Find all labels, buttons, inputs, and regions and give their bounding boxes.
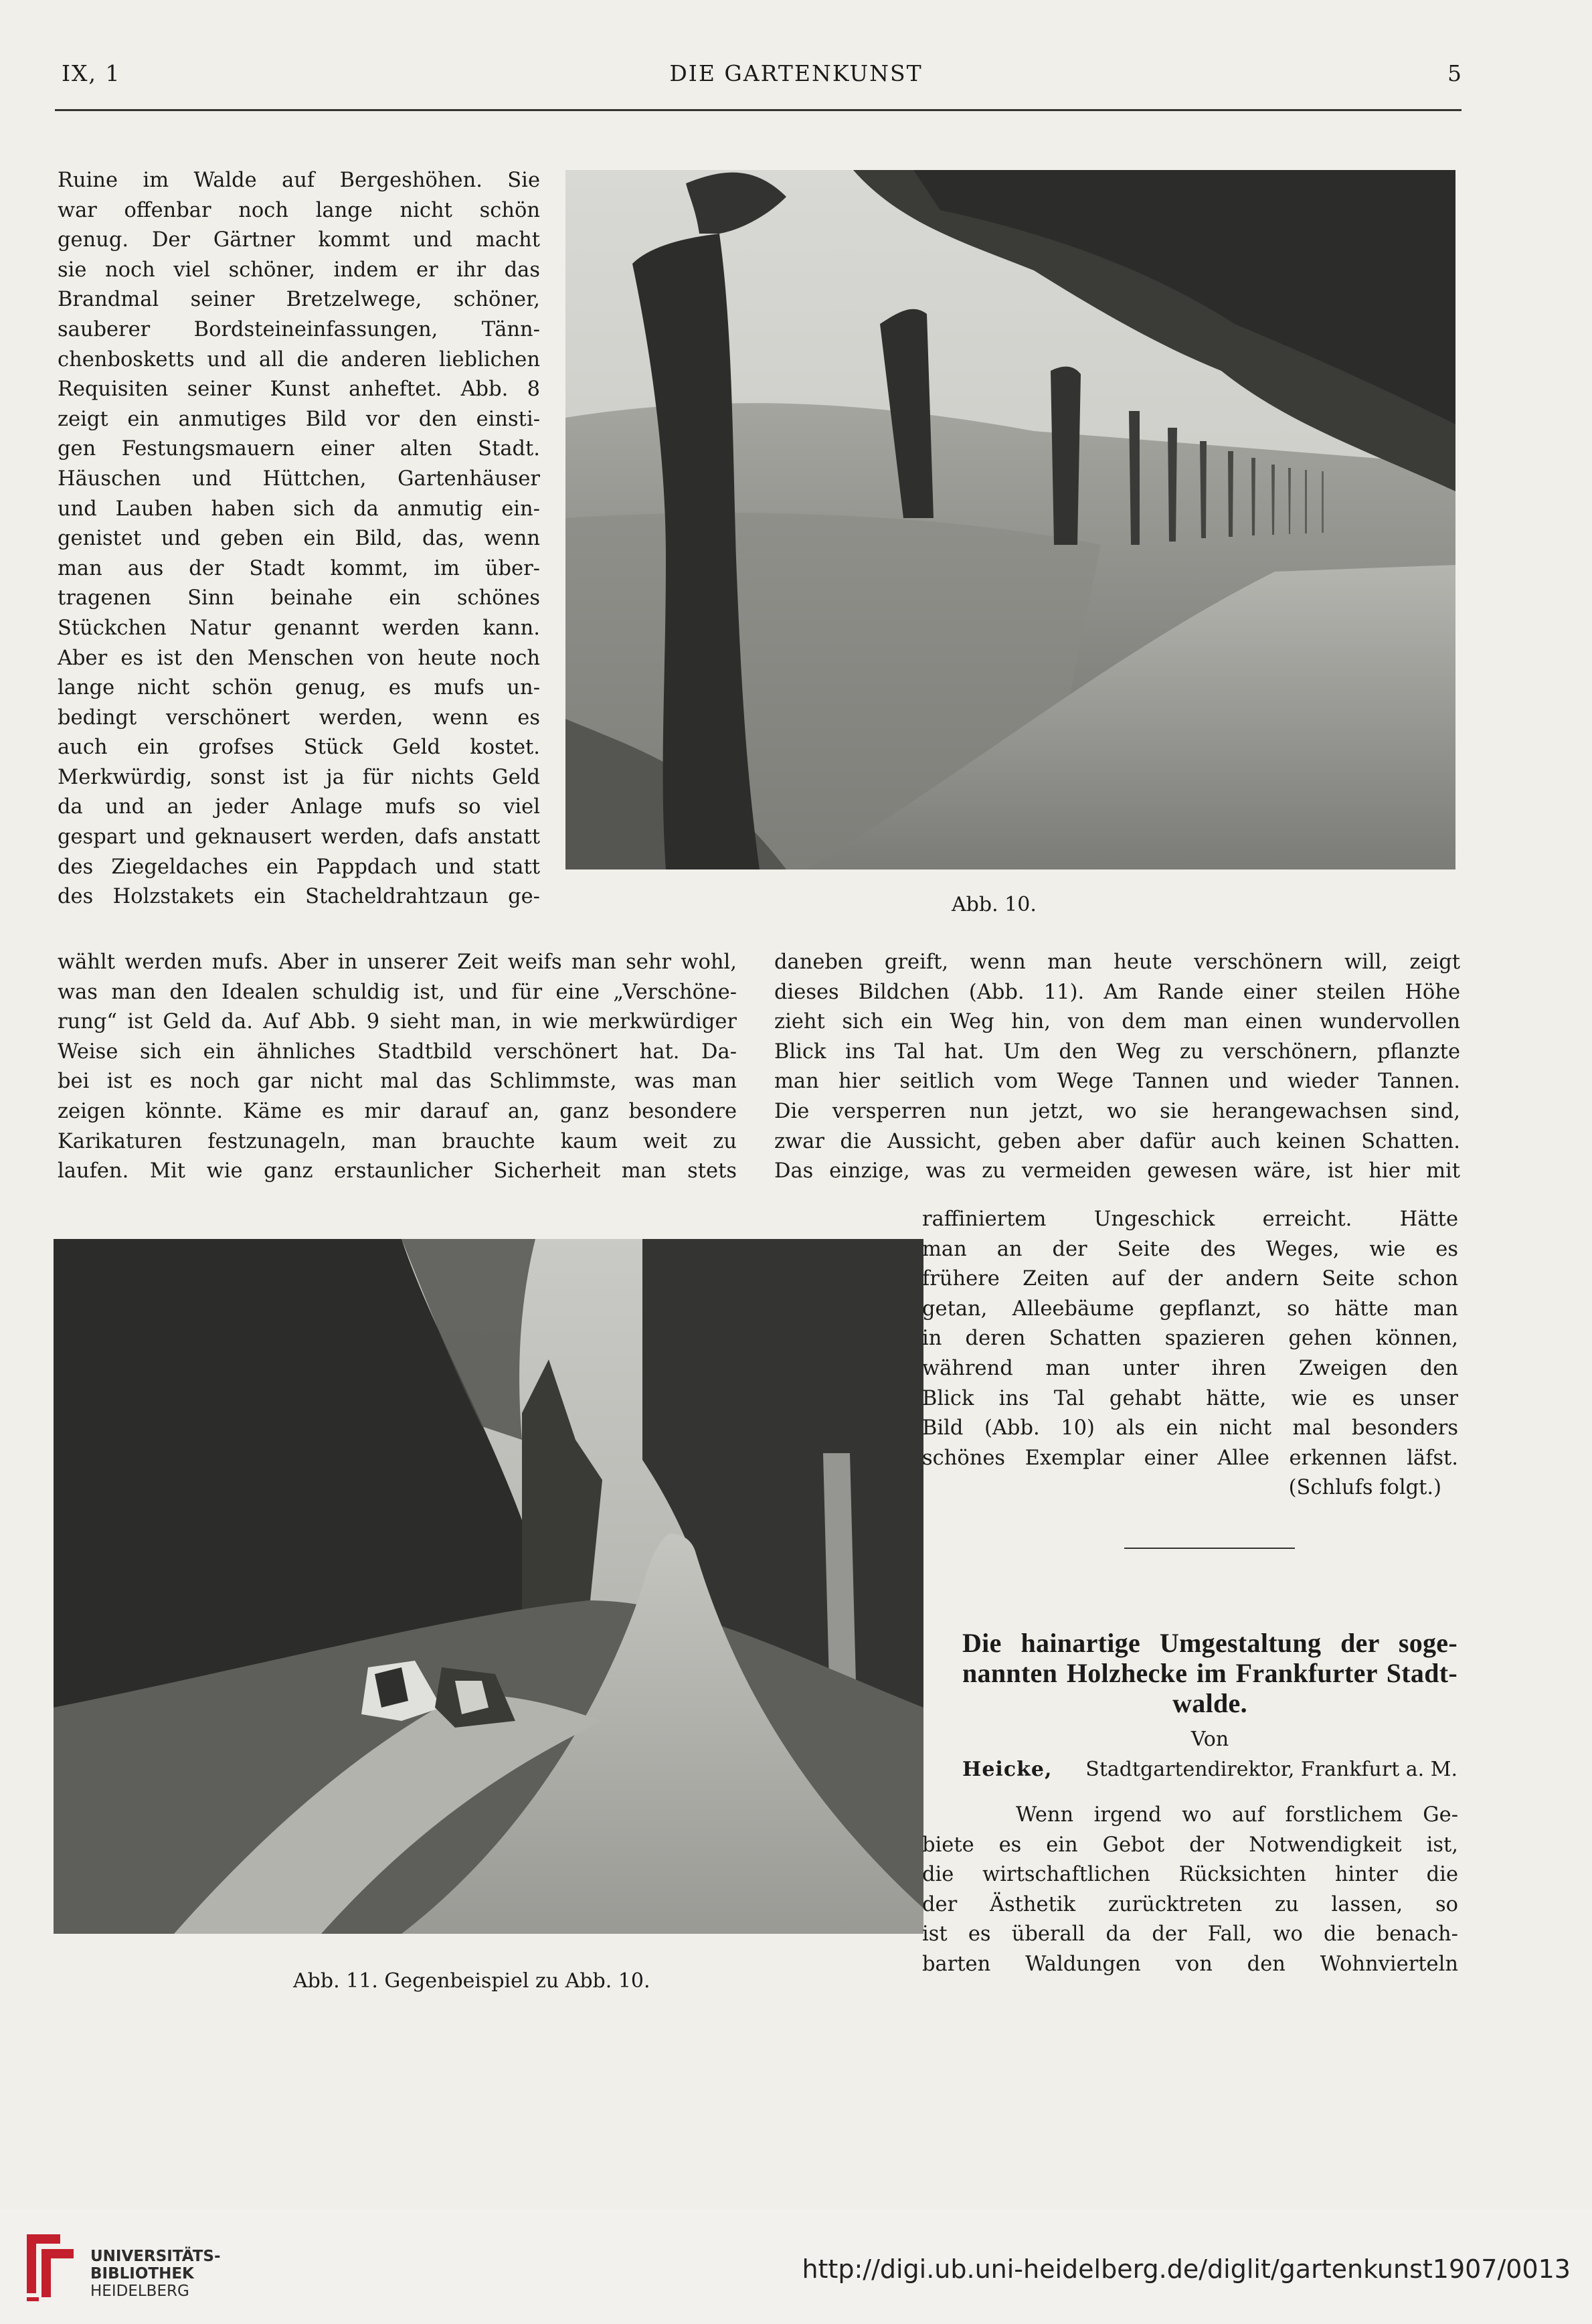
text-line: lange nicht schön genug, es mufs un- <box>58 676 540 700</box>
byline-von: Von <box>1190 1728 1229 1751</box>
text-line: Requisiten seiner Kunst anheftet. Abb. 8 <box>58 378 540 402</box>
text-line: Karikaturen festzunageln, man brauchte kaum weit zu <box>58 1129 737 1153</box>
library-name-line: UNIVERSITÄTS- <box>90 2248 221 2265</box>
text-line: der Ästhetik zurücktreten zu lassen, so <box>922 1892 1458 1916</box>
text-line: des Ziegeldaches ein Pappdach und statt <box>58 855 540 879</box>
text-line: ist es überall da der Fall, wo die benach- <box>922 1922 1458 1946</box>
text-line: man an der Seite des Weges, wie es <box>922 1237 1458 1261</box>
text-line: frühere Zeiten auf der andern Seite schon <box>922 1267 1458 1291</box>
text-line: Das einzige, was zu vermeiden gewesen wäre, ist hier mit <box>774 1159 1460 1183</box>
author-role: Stadtgartendirektor, Frankfurt a. M. <box>1085 1758 1457 1781</box>
text-line: tragenen Sinn beinahe ein schönes <box>58 586 540 610</box>
left-bottom-text <box>58 948 737 1187</box>
text-line: Aber es ist den Menschen von heute noch <box>58 646 540 670</box>
right-top-text <box>774 948 1460 1187</box>
text-line: Weise sich ein ähnliches Stadtbild verschönert hat. Da- <box>58 1040 737 1064</box>
continued-note: (Schlufs folgt.) <box>1288 1476 1441 1500</box>
text-line: Brandmal seiner Bretzelwege, schöner, <box>58 288 540 312</box>
left-column-text <box>58 166 540 912</box>
text-line: gespart und geknausert werden, dafs anstatt <box>58 825 540 849</box>
figure-11-photo <box>54 1239 923 1934</box>
text-line: chenbosketts und all die anderen lieblichen <box>58 347 540 371</box>
text-line: Ruine im Walde auf Bergeshöhen. Sie <box>58 169 540 192</box>
figure-11-caption: Abb. 11. Gegenbeispiel zu Abb. 10. <box>293 1969 650 1993</box>
text-line: Merkwürdig, sonst ist ja für nichts Geld <box>58 765 540 789</box>
text-line: schönes Exemplar einer Allee erkennen läfst. <box>922 1446 1458 1470</box>
text-line: getan, Alleebäume gepflanzt, so hätte man <box>922 1297 1458 1321</box>
library-name-line: BIBLIOTHEK <box>90 2265 194 2282</box>
text-line: Bild (Abb. 10) als ein nicht mal besonders <box>922 1416 1458 1440</box>
text-line: war offenbar noch lange nicht schön <box>58 198 540 222</box>
text-line: da und an jeder Anlage mufs so viel <box>58 795 540 819</box>
text-line: wählt werden mufs. Aber in unserer Zeit weifs man sehr wohl, <box>58 950 737 974</box>
text-line: auch ein grofses Stück Geld kostet. <box>58 736 540 760</box>
text-line: Wenn irgend wo auf forstlichem Ge- <box>1016 1803 1458 1827</box>
figure-10-caption: Abb. 10. <box>952 893 1037 916</box>
text-line: Blick ins Tal hat. Um den Weg zu verschönern, pflanzte <box>774 1040 1460 1064</box>
text-line: und Lauben haben sich da anmutig ein- <box>58 497 540 521</box>
text-line: barten Waldungen von den Wohnvierteln <box>922 1952 1458 1976</box>
running-head-volume: IX, 1 <box>62 60 121 86</box>
text-line: zwar die Aussicht, geben aber dafür auch keinen Schatten. <box>774 1129 1460 1153</box>
article-title <box>962 1628 1457 1718</box>
figure-10-photo <box>565 170 1455 869</box>
text-line: daneben greift, wenn man heute verschönern will, zeigt <box>774 950 1460 974</box>
text-line: bedingt verschönert werden, wenn es <box>58 706 540 730</box>
library-name-line: HEIDELBERG <box>90 2282 189 2300</box>
text-line: rung“ ist Geld da. Auf Abb. 9 sieht man, in wie merkwürdiger <box>58 1010 737 1034</box>
text-line: genug. Der Gärtner kommt und macht <box>58 228 540 252</box>
text-line: raffiniertem Ungeschick erreicht. Hätte <box>922 1208 1458 1231</box>
text-line: biete es ein Gebot der Notwendigkeit ist, <box>922 1833 1458 1857</box>
text-line: bei ist es noch gar nicht mal das Schlimmste, was man <box>58 1070 737 1094</box>
article-body <box>922 1801 1458 1980</box>
forest-path-image <box>54 1239 923 1934</box>
text-line: zieht sich ein Weg hin, von dem man einen wundervollen <box>774 1010 1460 1034</box>
section-divider <box>1124 1548 1295 1549</box>
author-name: Heicke, <box>962 1758 1053 1781</box>
title-line: nannten Holzhecke im Frankfurter Stadt- <box>962 1658 1457 1688</box>
text-line: zeigen könnte. Käme es mir darauf an, ganz besondere <box>58 1099 737 1123</box>
source-url-link[interactable]: http://digi.ub.uni-heidelberg.de/diglit/gartenkunst1907/0013 <box>802 2254 1571 2284</box>
text-line: während man unter ihren Zweigen den <box>922 1356 1458 1380</box>
text-line: Häuschen und Hüttchen, Gartenhäuser <box>58 467 540 491</box>
text-line: in deren Schatten spazieren gehen können, <box>922 1327 1458 1351</box>
text-line: sie noch viel schöner, indem er ihr das <box>58 258 540 282</box>
tree-avenue-image <box>565 170 1455 869</box>
text-line: Blick ins Tal gehabt hätte, wie es unser <box>922 1386 1458 1410</box>
text-line: gen Festungsmauern einer alten Stadt. <box>58 437 540 461</box>
text-line: laufen. Mit wie ganz erstaunlicher Sicherheit man stets <box>58 1159 737 1183</box>
library-name <box>90 2248 221 2300</box>
text-line: des Holzstakets ein Stacheldrahtzaun ge- <box>58 885 540 909</box>
text-line: Die versperren nun jetzt, wo sie herangewachsen sind, <box>774 1099 1460 1123</box>
text-line: was man den Idealen schuldig ist, und für eine „Verschöne- <box>58 980 737 1004</box>
title-line: walde. <box>1172 1688 1247 1718</box>
footer-bar <box>0 2209 1592 2324</box>
text-line: genistet und geben ein Bild, das, wenn <box>58 527 540 551</box>
text-line: die wirtschaftlichen Rücksichten hinter die <box>922 1863 1458 1887</box>
header-rule <box>55 109 1462 111</box>
title-line: Die hainartige Umgestaltung der soge- <box>962 1628 1457 1658</box>
text-line: zeigt ein anmutiges Bild vor den einsti- <box>58 407 540 431</box>
text-line: man hier seitlich vom Wege Tannen und wieder Tannen. <box>774 1070 1460 1094</box>
text-line: sauberer Bordsteineinfassungen, Tänn- <box>58 317 540 341</box>
text-line: dieses Bildchen (Abb. 11). Am Rande einer steilen Höhe <box>774 980 1460 1004</box>
library-logo-icon <box>20 2229 80 2303</box>
right-narrow-text <box>922 1205 1458 1503</box>
text-line: Stückchen Natur genannt werden kann. <box>58 616 540 640</box>
text-line: man aus der Stadt kommt, im über- <box>58 556 540 580</box>
page-number: 5 <box>1447 60 1463 86</box>
running-head-title: DIE GARTENKUNST <box>669 60 923 86</box>
byline-author <box>962 1758 1457 1781</box>
